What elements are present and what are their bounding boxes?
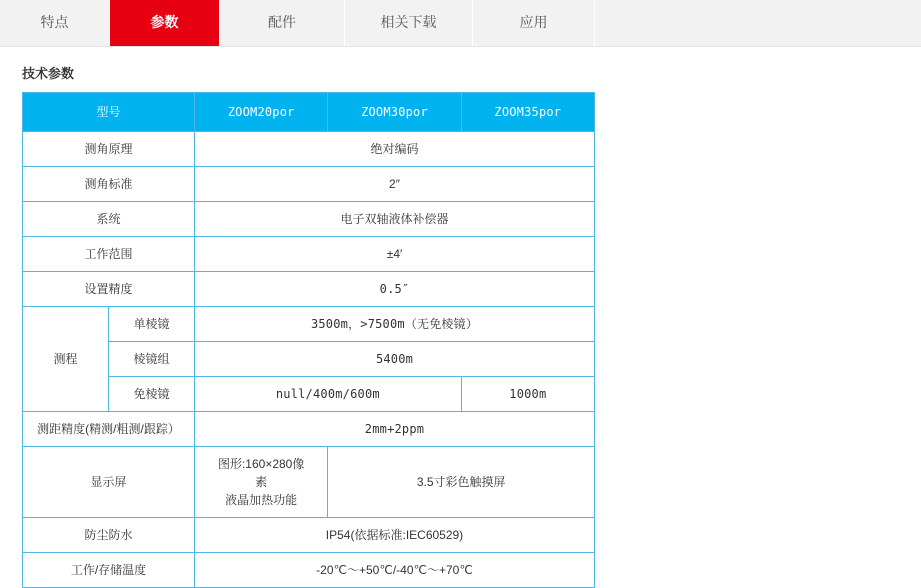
row-label-work-range: 工作范围 xyxy=(23,237,195,272)
row-label-system: 系统 xyxy=(23,202,195,237)
row-label-temperature: 工作/存储温度 xyxy=(23,553,195,588)
header-model: 型号 xyxy=(23,93,195,132)
row-value-prism-group: 5400m xyxy=(195,342,595,377)
table-row xyxy=(23,272,595,307)
tab-downloads[interactable]: 相关下载 xyxy=(345,0,473,46)
display-spec-line-3: 液晶加热功能 xyxy=(225,493,298,507)
row-value-single-prism: 3500m，>7500m（无免棱镜） xyxy=(195,307,595,342)
tab-applications[interactable]: 应用 xyxy=(473,0,595,46)
table-row xyxy=(23,202,595,237)
row-value-angle-accuracy: 2″ xyxy=(195,167,595,202)
tab-bar xyxy=(0,0,921,47)
tab-accessories[interactable]: 配件 xyxy=(220,0,345,46)
table-row xyxy=(23,518,595,553)
display-spec-line-2: 素 xyxy=(255,475,268,489)
table-header-row xyxy=(23,93,595,132)
header-zoom30por: ZOOM30por xyxy=(328,93,461,132)
section-title: 技术参数 xyxy=(22,66,75,81)
tab-bar-filler xyxy=(595,0,921,46)
row-value-angle-principle: 绝对编码 xyxy=(195,132,595,167)
row-value-work-range: ±4′ xyxy=(195,237,595,272)
row-label-display: 显示屏 xyxy=(23,447,195,518)
row-value-display-2: 3.5寸彩色触摸屏 xyxy=(328,447,595,518)
table-row xyxy=(23,237,595,272)
row-label-angle-principle: 测角原理 xyxy=(23,132,195,167)
display-spec-line-1: 图形:160×280像 xyxy=(217,457,305,471)
row-label-single-prism: 单棱镜 xyxy=(109,307,195,342)
row-label-dustproof: 防尘防水 xyxy=(23,518,195,553)
header-zoom20por: ZOOM20por xyxy=(195,93,328,132)
row-label-angle-accuracy: 测角标准 xyxy=(23,167,195,202)
table-row xyxy=(23,553,595,588)
table-row xyxy=(23,167,595,202)
row-label-setting-accuracy: 设置精度 xyxy=(23,272,195,307)
content-area xyxy=(0,47,921,588)
row-label-reflectorless: 免棱镜 xyxy=(109,377,195,412)
table-row xyxy=(23,412,595,447)
table-row xyxy=(23,447,595,518)
row-value-system: 电子双轴液体补偿器 xyxy=(195,202,595,237)
row-value-display-1 xyxy=(195,447,328,518)
row-value-temperature: -20℃～+50℃/-40℃～+70℃ xyxy=(195,553,595,588)
row-value-reflectorless-2: 1000m xyxy=(461,377,594,412)
table-row xyxy=(23,307,595,342)
row-label-prism-group: 棱镜组 xyxy=(109,342,195,377)
row-value-setting-accuracy: 0.5″ xyxy=(195,272,595,307)
header-zoom35por: ZOOM35por xyxy=(461,93,594,132)
tab-features[interactable]: 特点 xyxy=(0,0,110,46)
row-value-distance-accuracy: 2mm+2ppm xyxy=(195,412,595,447)
table-row xyxy=(23,377,595,412)
row-label-distance-accuracy: 测距精度(精测/粗测/跟踪） xyxy=(23,412,195,447)
table-row xyxy=(23,342,595,377)
row-value-reflectorless-1: null/400m/600m xyxy=(195,377,462,412)
table-row xyxy=(23,132,595,167)
row-label-range: 测程 xyxy=(23,307,109,412)
row-value-dustproof: IP54(依据标准:IEC60529) xyxy=(195,518,595,553)
tab-parameters[interactable]: 参数 xyxy=(110,0,220,46)
spec-table xyxy=(22,92,595,588)
